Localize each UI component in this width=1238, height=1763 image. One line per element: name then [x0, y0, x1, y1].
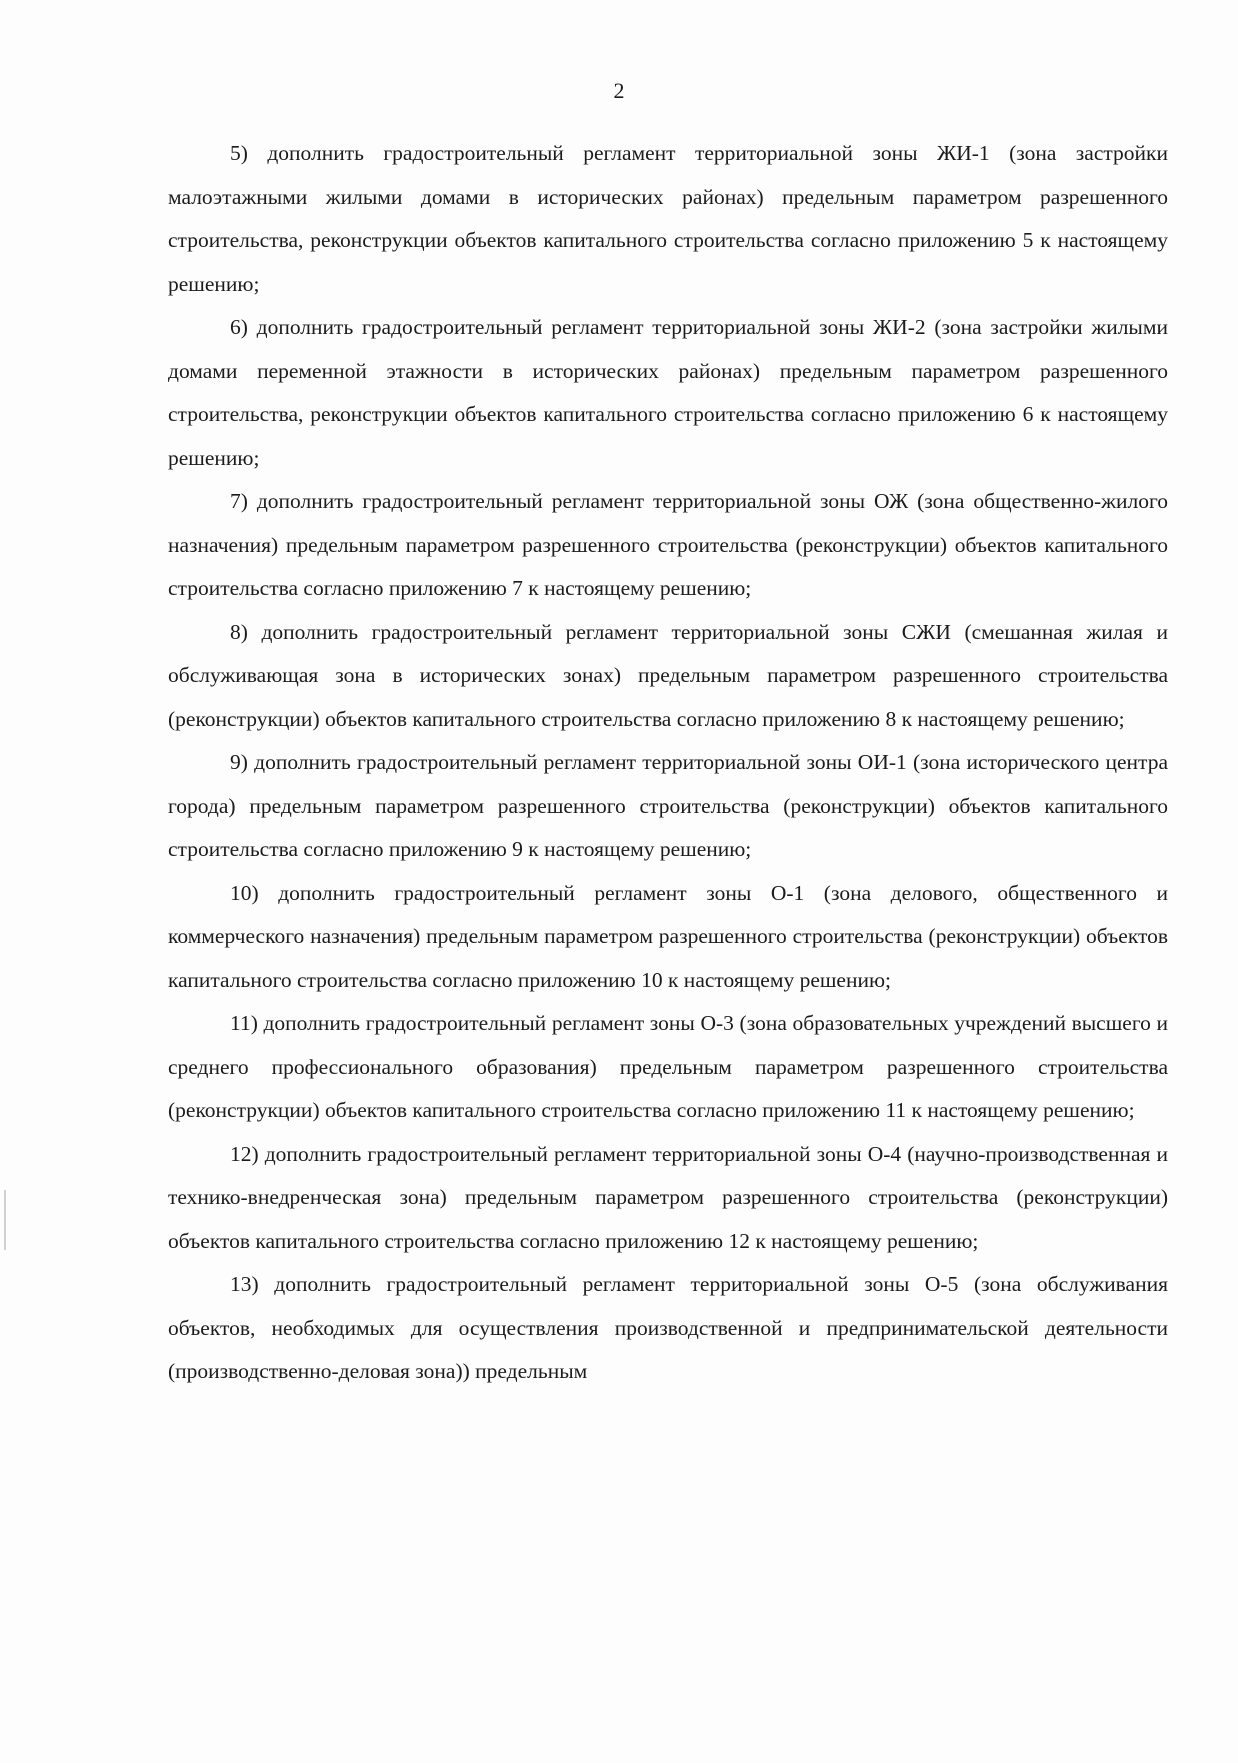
paragraph-item-10: 10) дополнить градостроительный регламент зоны О-1 (зона делового, общественного и коммерческого назначения) предельным параметром разрешенного строительства (реконструкции) объектов капитального строительства согласно приложению 10 к настоящему решению;	[168, 880, 1168, 992]
document-body	[168, 132, 1168, 1394]
page-number: 2	[613, 78, 625, 103]
paragraph-item-12: 12) дополнить градостроительный регламент территориальной зоны О-4 (научно-производственная и технико-внедренческая зона) предельным параметром разрешенного строительства (реконструкции) объектов капитального строительства согласно приложению 12 к настоящему решению;	[168, 1141, 1168, 1253]
paragraph-item-8: 8) дополнить градостроительный регламент территориальной зоны СЖИ (смешанная жилая и обслуживающая зона в исторических зонах) предельным параметром разрешенного строительства (реконструкции) объектов капитального строительства согласно приложению 8 к настоящему решению;	[168, 619, 1168, 731]
paragraph-item-11: 11) дополнить градостроительный регламент зоны О-3 (зона образовательных учреждений высшего и среднего профессионального образования) предельным параметром разрешенного строительства (реконструкции) объектов капитального строительства согласно приложению 11 к настоящему решению;	[168, 1011, 1168, 1122]
paragraph-item-6: 6) дополнить градостроительный регламент территориальной зоны ЖИ-2 (зона застройки жилыми домами переменной этажности в исторических районах) предельным параметром разрешенного строительства, реконструкции объектов капитального строительства согласно приложению 6 к настоящему решению;	[168, 315, 1168, 470]
scan-edge-mark	[4, 1190, 6, 1250]
paragraph-item-9: 9) дополнить градостроительный регламент территориальной зоны ОИ-1 (зона исторического центра города) предельным параметром разрешенного строительства (реконструкции) объектов капитального строительства согласно приложению 9 к настоящему решению;	[168, 750, 1168, 861]
paragraph-item-5: 5) дополнить градостроительный регламент территориальной зоны ЖИ-1 (зона застройки малоэтажными жилыми домами в исторических районах) предельным параметром разрешенного строительства, реконструкции объектов капитального строительства согласно приложению 5 к настоящему решению;	[168, 141, 1168, 296]
paragraph-item-7: 7) дополнить градостроительный регламент территориальной зоны ОЖ (зона общественно-жилого назначения) предельным параметром разрешенного строительства (реконструкции) объектов капитального строительства согласно приложению 7 к настоящему решению;	[168, 489, 1168, 600]
paragraph-item-13: 13) дополнить градостроительный регламент территориальной зоны О-5 (зона обслуживания объектов, необходимых для осуществления производственной и предпринимательской деятельности (производственно-деловая зона)) предельным	[168, 1272, 1168, 1383]
